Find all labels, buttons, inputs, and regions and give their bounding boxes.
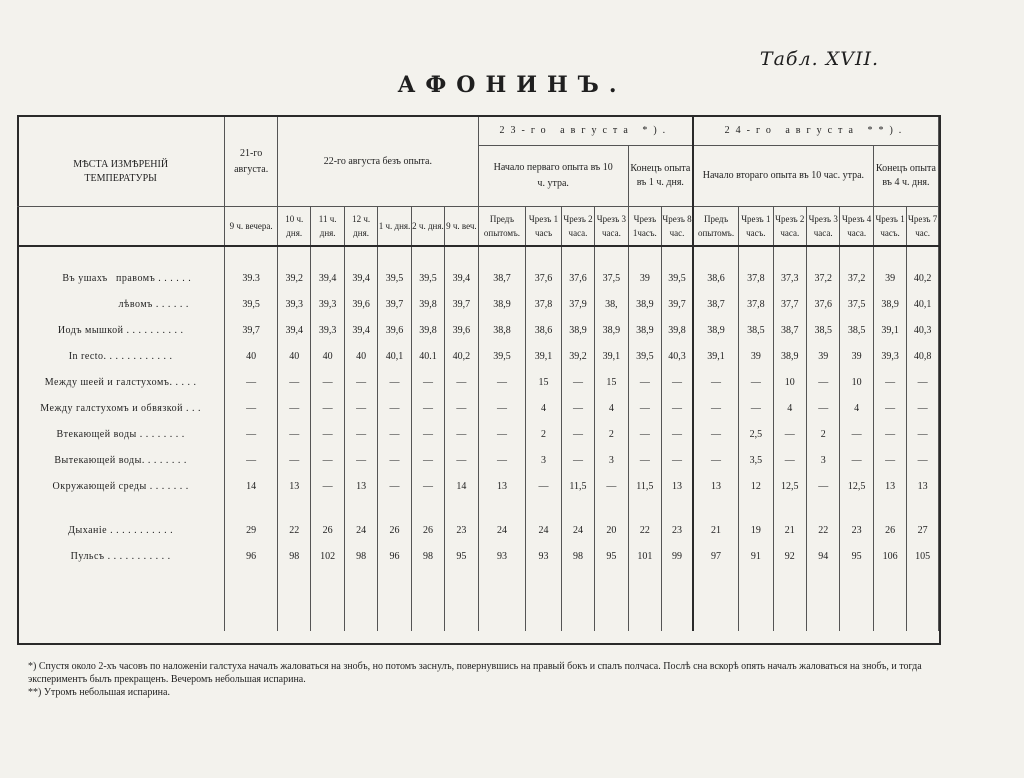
table-cell: — — [344, 369, 377, 395]
table-row — [17, 473, 939, 499]
table-cell: 39,7 — [378, 291, 411, 317]
table-cell: 39,1 — [873, 317, 906, 343]
table-cell: 39,4 — [445, 265, 479, 291]
table-row — [17, 543, 939, 569]
footnote-2: **) Утромъ небольшая испарина. — [28, 687, 170, 698]
table-cell: 92 — [773, 543, 806, 569]
table-cell: 37,6 — [561, 265, 594, 291]
table-cell: 13 — [693, 473, 739, 499]
table-cell: — — [693, 369, 739, 395]
table-cell: — — [344, 395, 377, 421]
table-cell: 39,8 — [411, 291, 444, 317]
table-cell: 39 — [806, 343, 839, 369]
header-aug24-start: Начало втораго опыта въ 10 час. утра. — [693, 146, 873, 207]
table-cell: 11,5 — [561, 473, 594, 499]
table-cell: — — [662, 447, 693, 473]
table-cell: 39,4 — [311, 265, 344, 291]
table-cell: — — [806, 473, 839, 499]
table-cell: 40,3 — [907, 317, 939, 343]
table-cell: — — [907, 395, 939, 421]
table-cell: — — [445, 447, 479, 473]
table-cell: 98 — [561, 543, 594, 569]
table-cell: 40,1 — [378, 343, 411, 369]
table-cell: 94 — [806, 543, 839, 569]
table-cell: 37,5 — [595, 265, 628, 291]
table-cell: 22 — [628, 517, 661, 543]
table-cell: — — [561, 447, 594, 473]
table-cell: 98 — [411, 543, 444, 569]
table-cell: 37,2 — [806, 265, 839, 291]
table-cell: 39 — [873, 265, 906, 291]
table-cell: — — [378, 473, 411, 499]
table-cell: 39,6 — [445, 317, 479, 343]
table-cell: — — [225, 447, 278, 473]
table-cell: 15 — [526, 369, 561, 395]
group-label: Въ ушахъ — [62, 272, 108, 284]
table-row — [17, 291, 939, 317]
table-cell: — — [225, 395, 278, 421]
row-label: Иодъ мышкой . . . . . . . . . . — [17, 317, 225, 343]
table-cell: 3,5 — [739, 447, 773, 473]
table-cell: 40 — [225, 343, 278, 369]
table-cell: 3 — [526, 447, 561, 473]
table-cell: 37,7 — [773, 291, 806, 317]
table-cell: 101 — [628, 543, 661, 569]
header-aug23-start: Начало перваго опыта въ 10 ч. утра. — [478, 146, 628, 207]
table-cell: 38,8 — [478, 317, 526, 343]
table-cell: 39,5 — [411, 265, 444, 291]
table-cell: — — [693, 447, 739, 473]
header-time: Предъ опытомъ. — [693, 207, 739, 247]
table-cell: — — [445, 421, 479, 447]
table-cell: 14 — [225, 473, 278, 499]
table-cell: 39,5 — [378, 265, 411, 291]
table-cell: 95 — [595, 543, 628, 569]
table-cell: — — [277, 369, 310, 395]
table-cell: 93 — [526, 543, 561, 569]
table-cell: 95 — [445, 543, 479, 569]
table-cell: — — [478, 447, 526, 473]
header-time: 9 ч. веч. — [445, 207, 479, 247]
table-cell: — — [526, 473, 561, 499]
table-cell: — — [628, 369, 661, 395]
header-aug22: 22-го августа безъ опыта. — [277, 117, 478, 207]
header-time: Предъ опытомъ. — [478, 207, 526, 247]
table-cell: 22 — [277, 517, 310, 543]
table-cell: 39,5 — [478, 343, 526, 369]
table-cell: 38,5 — [739, 317, 773, 343]
table-cell: — — [628, 421, 661, 447]
table-cell: 37,9 — [561, 291, 594, 317]
table-cell: — — [595, 473, 628, 499]
table-cell: — — [311, 473, 344, 499]
table-cell: 39,7 — [445, 291, 479, 317]
table-cell: 24 — [526, 517, 561, 543]
table-cell: — — [662, 421, 693, 447]
table-cell: — — [873, 395, 906, 421]
header-time: 1 ч. дня. — [378, 207, 411, 247]
table-cell: — — [739, 395, 773, 421]
table-cell: — — [561, 369, 594, 395]
table-cell: 38,9 — [478, 291, 526, 317]
table-cell: — — [277, 395, 310, 421]
table-cell: — — [907, 447, 939, 473]
table-cell: — — [739, 369, 773, 395]
table-cell: — — [411, 447, 444, 473]
table-cell: 39,3 — [873, 343, 906, 369]
header-time: Чрезъ 2 часа. — [773, 207, 806, 247]
table-cell: 38,7 — [693, 291, 739, 317]
header-places — [17, 117, 225, 207]
table-cell: 26 — [411, 517, 444, 543]
table-cell: 40,2 — [445, 343, 479, 369]
table-cell: — — [344, 421, 377, 447]
table-row — [17, 447, 939, 473]
table-cell: 2 — [595, 421, 628, 447]
table-cell: 39,5 — [225, 291, 278, 317]
table-cell: 13 — [344, 473, 377, 499]
table-cell: — — [907, 369, 939, 395]
table-cell: 40,3 — [662, 343, 693, 369]
table-cell: — — [873, 421, 906, 447]
table-cell: 39,4 — [344, 317, 377, 343]
table-cell: 39,3 — [311, 317, 344, 343]
table-cell: — — [840, 447, 873, 473]
table-cell: 38,7 — [478, 265, 526, 291]
header-time: Чрезъ 2 часа. — [561, 207, 594, 247]
table-cell: — — [311, 447, 344, 473]
table-cell: — — [873, 447, 906, 473]
table-cell: — — [662, 369, 693, 395]
table-cell: 39,1 — [693, 343, 739, 369]
footnotes — [28, 660, 928, 699]
table-cell: 38,9 — [873, 291, 906, 317]
table-cell: 24 — [561, 517, 594, 543]
table-cell: — — [411, 369, 444, 395]
table-cell: 39,6 — [378, 317, 411, 343]
table-cell: 39,2 — [277, 265, 310, 291]
page-title: АФОНИНЪ. — [397, 72, 627, 98]
table-row — [17, 395, 939, 421]
table-cell: 96 — [225, 543, 278, 569]
table-cell: 98 — [277, 543, 310, 569]
table-cell: 29 — [225, 517, 278, 543]
header-aug23-end: Конецъ опыта въ 1 ч. дня. — [628, 146, 693, 207]
table-cell: — — [907, 421, 939, 447]
table-cell: 91 — [739, 543, 773, 569]
table-cell: 12 — [739, 473, 773, 499]
table-cell: 39.3 — [225, 265, 278, 291]
header-time: 9 ч. вечера. — [225, 207, 278, 247]
header-aug23: 23-го августа *). — [478, 117, 693, 146]
header-time: 10 ч. дня. — [277, 207, 310, 247]
table-cell: 13 — [277, 473, 310, 499]
table-cell: 98 — [344, 543, 377, 569]
table-cell: 39,7 — [662, 291, 693, 317]
table-cell: — — [806, 369, 839, 395]
table-cell: 15 — [595, 369, 628, 395]
table-cell: 93 — [478, 543, 526, 569]
table-cell: — — [806, 395, 839, 421]
table-cell: — — [445, 395, 479, 421]
row-label: Между шеей и галстухомъ. . . . . — [17, 369, 225, 395]
table-cell: 24 — [344, 517, 377, 543]
spacer-row — [17, 499, 939, 517]
table-cell: 26 — [311, 517, 344, 543]
table-cell: 37,8 — [526, 291, 561, 317]
table-cell: 39,5 — [662, 265, 693, 291]
table-cell: 99 — [662, 543, 693, 569]
table-cell: 39,1 — [526, 343, 561, 369]
table-cell: — — [873, 369, 906, 395]
table-number: Табл. XVII. — [759, 48, 879, 70]
header-time: Чрезъ 1 часъ. — [873, 207, 906, 247]
table-cell: 40,1 — [907, 291, 939, 317]
header-time: Чрезъ 3 часа. — [806, 207, 839, 247]
table-cell: — — [311, 395, 344, 421]
table-cell: 4 — [526, 395, 561, 421]
table-cell: 39,2 — [561, 343, 594, 369]
table-cell: — — [445, 369, 479, 395]
table-cell: — — [628, 447, 661, 473]
row-label: In recto. . . . . . . . . . . . — [17, 343, 225, 369]
table-cell: — — [773, 447, 806, 473]
table-cell: 40,2 — [907, 265, 939, 291]
header-time: 2 ч. дня. — [411, 207, 444, 247]
table-cell: 4 — [773, 395, 806, 421]
table-cell: — — [411, 395, 444, 421]
header-aug24: 24-го августа **). — [693, 117, 939, 146]
table-cell: 14 — [445, 473, 479, 499]
header-time: 12 ч. дня. — [344, 207, 377, 247]
table-cell: 106 — [873, 543, 906, 569]
table-cell: 39,7 — [225, 317, 278, 343]
table-cell: — — [773, 421, 806, 447]
table-cell: — — [378, 447, 411, 473]
table-cell: 105 — [907, 543, 939, 569]
table-cell: — — [662, 395, 693, 421]
table-cell: 40,8 — [907, 343, 939, 369]
table-cell: 13 — [662, 473, 693, 499]
table-cell: 26 — [378, 517, 411, 543]
table-cell: — — [311, 421, 344, 447]
table-cell: 39,1 — [595, 343, 628, 369]
table-cell: 2 — [806, 421, 839, 447]
table-cell: 19 — [739, 517, 773, 543]
table-cell: — — [478, 369, 526, 395]
table-row — [17, 343, 939, 369]
table-cell: 39,5 — [628, 343, 661, 369]
header-time: Чрезъ 8 час. — [662, 207, 693, 247]
table-cell: 39,6 — [344, 291, 377, 317]
table-cell: 38,9 — [561, 317, 594, 343]
table-cell: 12,5 — [840, 473, 873, 499]
table-cell: 20 — [595, 517, 628, 543]
table-cell: 38,9 — [773, 343, 806, 369]
table-cell: 37,5 — [840, 291, 873, 317]
table-cell: 39 — [840, 343, 873, 369]
table-cell: — — [840, 421, 873, 447]
row-label: Пульсъ . . . . . . . . . . . — [17, 543, 225, 569]
table-cell: 39,4 — [344, 265, 377, 291]
table-cell: 39,3 — [311, 291, 344, 317]
table-cell: 37,8 — [739, 265, 773, 291]
table-cell: — — [411, 421, 444, 447]
table-cell: 21 — [693, 517, 739, 543]
table-cell: — — [225, 421, 278, 447]
row-label-text: правомъ . . . . . . — [116, 272, 192, 284]
spacer-row — [17, 246, 939, 265]
header-time: Чрезъ 7 час. — [907, 207, 939, 247]
table-cell: 38,7 — [773, 317, 806, 343]
header-time: Чрезъ 1 часъ — [526, 207, 561, 247]
table-cell: 102 — [311, 543, 344, 569]
table-cell: 38,9 — [628, 291, 661, 317]
table-cell: — — [378, 395, 411, 421]
row-label: Дыханіе . . . . . . . . . . . — [17, 517, 225, 543]
table-cell: — — [225, 369, 278, 395]
footnote-1: *) Спустя около 2-хъ часовъ по наложеніи галстуха началъ жаловаться на знобъ, но потомъ заснулъ, повернувшись на правый бокъ и спалъ полчаса. Послѣ сна вскорѣ опять началъ жаловаться на знобъ, и тогда экспериментъ былъ прекращенъ. Вечеромъ небольшая испарина. — [28, 661, 922, 685]
table-cell: 39,8 — [662, 317, 693, 343]
table-cell: 13 — [478, 473, 526, 499]
row-label: Вытекающей воды. . . . . . . . — [17, 447, 225, 473]
table-cell: 38,5 — [840, 317, 873, 343]
table-cell: 23 — [662, 517, 693, 543]
header-time: Чрезъ 1 часъ. — [739, 207, 773, 247]
table-cell: 38,6 — [693, 265, 739, 291]
table-cell: 40.1 — [411, 343, 444, 369]
row-label: Втекающей воды . . . . . . . . — [17, 421, 225, 447]
header-places-line2: ТЕМПЕРАТУРЫ — [84, 172, 157, 184]
table-cell: — — [277, 421, 310, 447]
table-cell: — — [311, 369, 344, 395]
table-row — [17, 369, 939, 395]
table-cell: — — [411, 473, 444, 499]
table-cell: 4 — [595, 395, 628, 421]
row-label — [17, 265, 225, 291]
header-aug21: 21-го августа. — [225, 117, 278, 207]
table-cell: 26 — [873, 517, 906, 543]
header-spacer — [17, 207, 225, 247]
table-cell: 24 — [478, 517, 526, 543]
table-cell: 38,9 — [628, 317, 661, 343]
header-time: Чрезъ 3 часа. — [595, 207, 628, 247]
table-cell: 40 — [277, 343, 310, 369]
table-cell: 2 — [526, 421, 561, 447]
table-cell: 38,6 — [526, 317, 561, 343]
table-row — [17, 421, 939, 447]
table-cell: 38,5 — [806, 317, 839, 343]
table-cell: 38, — [595, 291, 628, 317]
table-cell: — — [344, 447, 377, 473]
header-time: Чрезъ 1часъ. — [628, 207, 661, 247]
table-cell: — — [378, 369, 411, 395]
table-cell: 13 — [907, 473, 939, 499]
header-time: 11 ч. дня. — [311, 207, 344, 247]
row-label: Между галстухомъ и обвязкой . . . — [17, 395, 225, 421]
row-label — [17, 291, 225, 317]
table-cell: 3 — [806, 447, 839, 473]
table-cell: 39,4 — [277, 317, 310, 343]
table-cell: 40 — [311, 343, 344, 369]
table-cell: 37,6 — [806, 291, 839, 317]
table-cell: 95 — [840, 543, 873, 569]
table-cell: 11,5 — [628, 473, 661, 499]
table-cell: 38,9 — [693, 317, 739, 343]
table-row — [17, 317, 939, 343]
table-cell: 22 — [806, 517, 839, 543]
table-cell: 39 — [739, 343, 773, 369]
table-cell: 4 — [840, 395, 873, 421]
table-cell: 23 — [445, 517, 479, 543]
table-cell: 10 — [840, 369, 873, 395]
row-label: Окружающей среды . . . . . . . — [17, 473, 225, 499]
table-cell: 37,2 — [840, 265, 873, 291]
table-cell: 37,8 — [739, 291, 773, 317]
table-cell: — — [378, 421, 411, 447]
temperature-table — [17, 117, 939, 631]
table-cell: — — [693, 421, 739, 447]
table-cell: 12,5 — [773, 473, 806, 499]
table-cell: 13 — [873, 473, 906, 499]
table-cell: 3 — [595, 447, 628, 473]
header-places-line1: МѢСТА ИЗМѢРЕНІЙ — [73, 158, 169, 170]
table-cell: 97 — [693, 543, 739, 569]
table-cell: — — [478, 421, 526, 447]
table-cell: 23 — [840, 517, 873, 543]
spacer-row — [17, 569, 939, 631]
table-cell: 38,9 — [595, 317, 628, 343]
table-cell: 37,3 — [773, 265, 806, 291]
table-cell: — — [478, 395, 526, 421]
header-aug24-end: Конецъ опыта въ 4 ч. дня. — [873, 146, 938, 207]
table-cell: 2,5 — [739, 421, 773, 447]
row-label-text: лѣвомъ . . . . . . — [118, 298, 189, 310]
table-cell: 96 — [378, 543, 411, 569]
table-cell: — — [561, 395, 594, 421]
table-cell: 40 — [344, 343, 377, 369]
table-cell: — — [693, 395, 739, 421]
table-row — [17, 517, 939, 543]
table-cell: 10 — [773, 369, 806, 395]
table-cell: — — [628, 395, 661, 421]
table-cell: 39,3 — [277, 291, 310, 317]
table-cell: — — [277, 447, 310, 473]
table-cell: 37,6 — [526, 265, 561, 291]
table-cell: — — [561, 421, 594, 447]
table-cell: 39 — [628, 265, 661, 291]
table-cell: 21 — [773, 517, 806, 543]
table-cell: 39,8 — [411, 317, 444, 343]
table-cell: 27 — [907, 517, 939, 543]
header-time: Чрезъ 4 часа. — [840, 207, 873, 247]
table-row — [17, 265, 939, 291]
